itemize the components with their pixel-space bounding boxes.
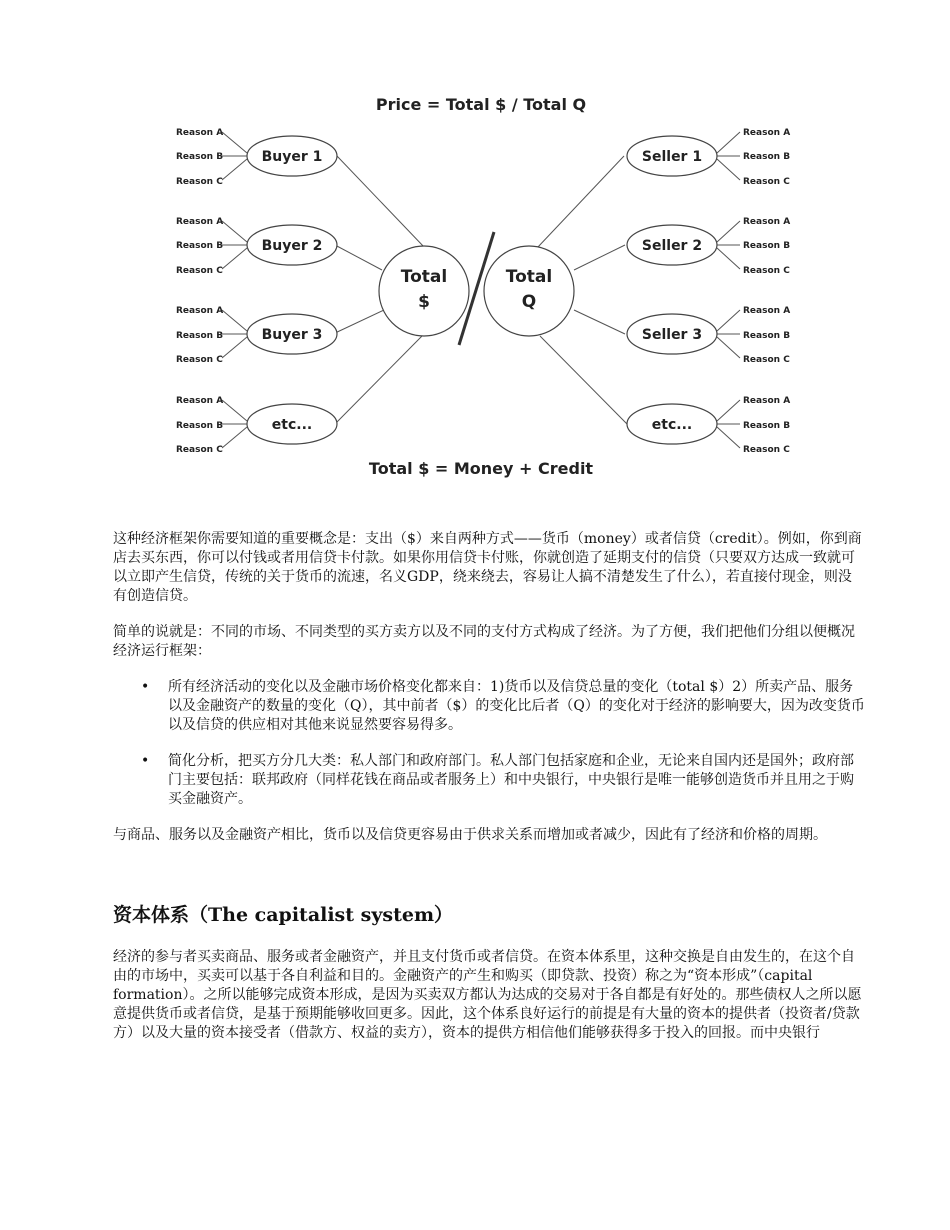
buyer-1-reason-a: Reason A xyxy=(176,128,224,138)
seller-3-reason-a: Reason A xyxy=(743,306,791,316)
buyer-3-reason-b: Reason B xyxy=(176,331,224,341)
buyer-2-reason-b: Reason B xyxy=(176,241,224,251)
buyer-label-1: Buyer 1 xyxy=(261,149,323,165)
total-q-line2: Q xyxy=(521,292,537,312)
seller-2-reason-a: Reason A xyxy=(743,217,791,227)
economy-diagram xyxy=(0,0,950,500)
seller-etc-reason-a: Reason A xyxy=(743,396,791,406)
buyer-3-reason-c: Reason C xyxy=(176,355,223,365)
buyer-label-2: Buyer 2 xyxy=(261,238,323,254)
buyer-etc-reason-c: Reason C xyxy=(176,445,223,455)
buyer-etc-reason-a: Reason A xyxy=(176,396,224,406)
bullet-icon: • xyxy=(141,679,150,695)
diagram-footer: Total $ = Money + Credit xyxy=(368,459,594,478)
seller-etc-reason-c: Reason C xyxy=(743,445,790,455)
seller-label-3: Seller 3 xyxy=(641,327,703,343)
buyer-2-reason-a: Reason A xyxy=(176,217,224,227)
seller-label-1: Seller 1 xyxy=(641,149,703,165)
bullet-icon: • xyxy=(141,753,150,769)
total-q-circle xyxy=(484,246,574,336)
total-money-line1: Total xyxy=(400,267,448,287)
seller-1-reason-c: Reason C xyxy=(743,177,790,187)
seller-label-etc: etc... xyxy=(651,417,693,433)
seller-3-reason-b: Reason B xyxy=(743,331,791,341)
buyer-3-reason-a: Reason A xyxy=(176,306,224,316)
seller-2-reason-b: Reason B xyxy=(743,241,791,251)
seller-label-2: Seller 2 xyxy=(641,238,703,254)
seller-1-reason-a: Reason A xyxy=(743,128,791,138)
total-q-line1: Total xyxy=(505,267,553,287)
section-heading: 资本体系（The capitalist system） xyxy=(113,904,454,926)
paragraph-capitalist-system: 经济的参与者买卖商品、服务或者金融资产，并且支付货币或者信贷。在资本体系里，这种交换是自由发生的，在这个自由的市场中，买卖可以基于各自利益和目的。金融资产的产生和购买（即贷款、投资）称之为“资本形成”（capital formation）。之所以能够完成资本形成，是因为买卖双方都认为达成的交易对于各自都是有好处的。那些债权人之所以愿意提供货币或者信贷，是基于预期能够收回更多。因此，这个体系良好运行的前提是有大量的资本的提供者（投资者/贷款方）以及大量的资本接受者（借款方、权益的卖方），资本的提供方相信他们能够获得多于投入的回报。而中央银行 xyxy=(113,949,862,1041)
seller-3-reason-c: Reason C xyxy=(743,355,790,365)
total-money-circle xyxy=(379,246,469,336)
paragraph-money-credit: 这种经济框架你需要知道的重要概念是：支出（$）来自两种方式——货币（money）或者信贷（credit）。例如，你到商店去买东西，你可以付钱或者用信贷卡付款。如果你用信贷卡付账，你就创造了延期支付的信贷（只要双方达成一致就可以立即产生信贷，传统的关于货币的流速，名义GDP，绕来绕去，容易让人搞不清楚发生了什么），若直接付现金，则没有创造信贷。 xyxy=(113,531,862,604)
buyer-2-reason-c: Reason C xyxy=(176,266,223,276)
list-item xyxy=(141,752,865,809)
list-item xyxy=(141,678,865,735)
paragraph-economy-summary: 简单的说就是：不同的市场、不同类型的买方卖方以及不同的支付方式构成了经济。为了方便，我们把他们分组以便概况经济运行框架： xyxy=(113,624,855,659)
list-item-text: 简化分析，把买方分几大类：私人部门和政府部门。私人部门包括家庭和企业，无论来自国内还是国外；政府部门主要包括：联邦政府（同样花钱在商品或者服务上）和中央银行，中央银行是唯一能够创造货币并且用之于购买金融资产。 xyxy=(168,753,854,807)
buyer-1-reason-b: Reason B xyxy=(176,152,224,162)
seller-etc-reason-b: Reason B xyxy=(743,421,791,431)
document-body xyxy=(113,530,865,1060)
seller-1-reason-b: Reason B xyxy=(743,152,791,162)
total-money-line2: $ xyxy=(418,292,430,312)
diagram-title: Price = Total $ / Total Q xyxy=(375,95,587,114)
paragraph-cycles: 与商品、服务以及金融资产相比，货币以及信贷更容易由于供求关系而增加或者减少，因此有了经济和价格的周期。 xyxy=(113,827,827,843)
list-item-text: 所有经济活动的变化以及金融市场价格变化都来自：1)货币以及信贷总量的变化（total $）2）所卖产品、服务以及金融资产的数量的变化（Q），其中前者（$）的变化比后者（Q）的变化对于经济的影响要大，因为改变货币以及信贷的供应相对其他来说显然要容易得多。 xyxy=(168,679,865,733)
buyer-etc-reason-b: Reason B xyxy=(176,421,224,431)
buyer-label-3: Buyer 3 xyxy=(261,327,323,343)
seller-2-reason-c: Reason C xyxy=(743,266,790,276)
buyer-label-etc: etc... xyxy=(271,417,313,433)
buyer-1-reason-c: Reason C xyxy=(176,177,223,187)
bullet-list xyxy=(113,678,865,809)
